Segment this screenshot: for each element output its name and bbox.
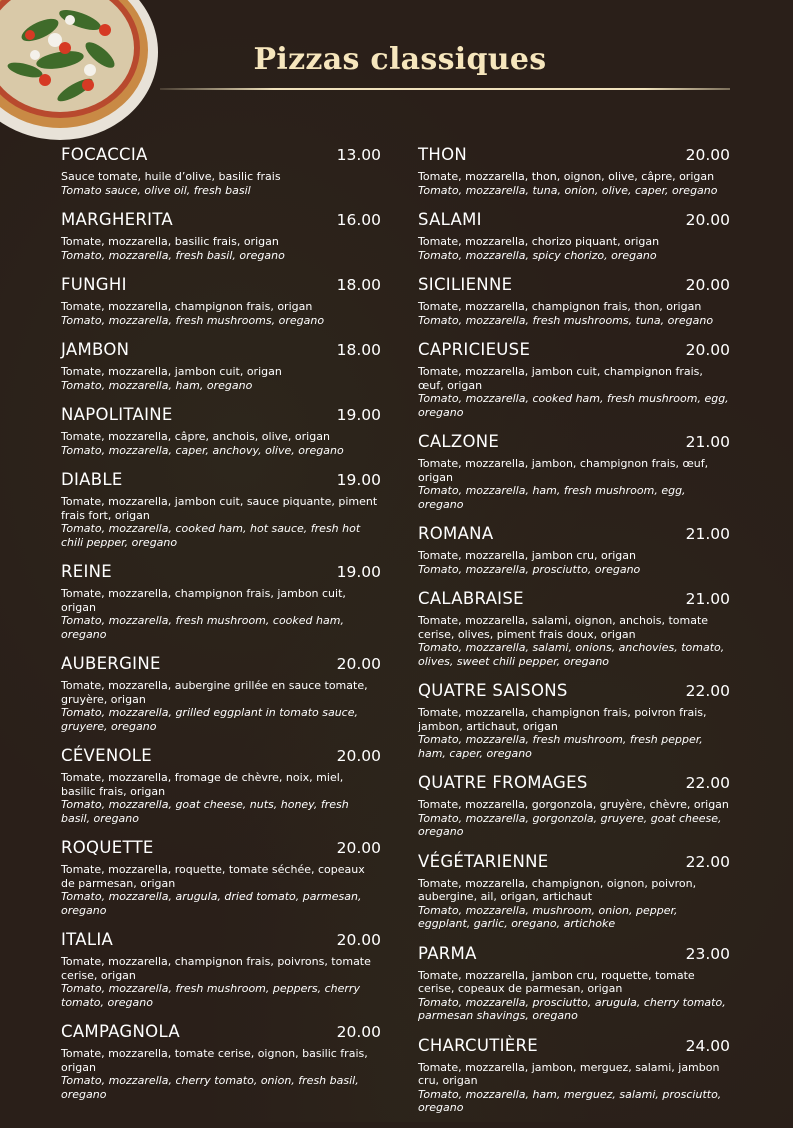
menu-item bbox=[61, 562, 381, 641]
item-description-fr: Tomate, mozzarella, jambon cru, origan bbox=[418, 549, 636, 562]
menu-item bbox=[418, 524, 730, 576]
item-price: 19.00 bbox=[336, 471, 381, 489]
item-price: 13.00 bbox=[336, 146, 381, 164]
item-description-fr: Tomate, mozzarella, jambon, champignon frais, œuf, origan bbox=[418, 457, 709, 484]
item-name: CAPRICIEUSE bbox=[418, 340, 531, 359]
item-description-fr: Tomate, mozzarella, basilic frais, origan bbox=[61, 235, 279, 248]
item-price: 24.00 bbox=[685, 1036, 730, 1055]
menu-item bbox=[418, 340, 730, 419]
item-price: 23.00 bbox=[685, 944, 730, 963]
item-description-fr: Tomate, mozzarella, champignon frais, origan bbox=[61, 300, 313, 313]
item-description-en: Tomato, mozzarella, caper, anchovy, olive, oregano bbox=[61, 443, 344, 457]
menu-item bbox=[61, 930, 381, 1009]
item-price: 20.00 bbox=[336, 931, 381, 949]
item-description-en: Tomato, mozzarella, fresh mushrooms, tuna, oregano bbox=[418, 313, 714, 327]
item-name: CÉVENOLE bbox=[61, 746, 153, 765]
item-name: QUATRE SAISONS bbox=[418, 681, 568, 700]
item-description-fr: Tomate, mozzarella, câpre, anchois, olive, origan bbox=[61, 430, 330, 443]
item-description-en: Tomato, mozzarella, tuna, onion, olive, caper, oregano bbox=[418, 183, 718, 197]
item-name: QUATRE FROMAGES bbox=[418, 773, 588, 792]
item-price: 21.00 bbox=[685, 590, 730, 608]
item-description-fr: Tomate, mozzarella, champignon frais, jambon cuit, origan bbox=[61, 587, 346, 614]
item-price: 20.00 bbox=[336, 655, 381, 673]
item-price: 20.00 bbox=[685, 341, 730, 359]
item-description-en: Tomato, mozzarella, salami, onions, anchovies, tomato, olives, sweet chili pepper, oregano bbox=[418, 641, 725, 668]
item-description-en: Tomato, mozzarella, cooked ham, fresh mushroom, egg, oregano bbox=[418, 392, 729, 419]
item-description-en: Tomato, mozzarella, grilled eggplant in tomato sauce, gruyere, oregano bbox=[61, 706, 358, 733]
item-name: SALAMI bbox=[418, 210, 482, 229]
item-name: DIABLE bbox=[61, 470, 123, 489]
item-description-en: Tomato, mozzarella, arugula, dried tomato, parmesan, oregano bbox=[61, 890, 362, 917]
item-name: JAMBON bbox=[61, 340, 130, 359]
menu-item bbox=[61, 470, 381, 549]
item-price: 19.00 bbox=[336, 563, 381, 581]
item-name: MARGHERITA bbox=[61, 210, 174, 229]
item-price: 22.00 bbox=[685, 682, 730, 700]
title-divider bbox=[160, 88, 730, 90]
item-price: 20.00 bbox=[336, 1023, 381, 1041]
item-description-fr: Tomate, mozzarella, thon, oignon, olive, câpre, origan bbox=[418, 170, 715, 183]
item-price: 21.00 bbox=[685, 433, 730, 451]
item-description-fr: Tomate, mozzarella, jambon cuit, champignon frais, œuf, origan bbox=[418, 365, 703, 392]
menu-item bbox=[61, 746, 381, 825]
menu-item bbox=[418, 275, 730, 327]
item-description-fr: Tomate, mozzarella, jambon cru, roquette, tomate cerise, copeaux de parmesan, origan bbox=[418, 968, 695, 995]
item-description-fr: Tomate, mozzarella, jambon cuit, origan bbox=[61, 365, 282, 378]
item-description-fr: Tomate, mozzarella, champignon, oignon, poivron, aubergine, ail, origan, artichaut bbox=[418, 876, 697, 903]
item-description-fr: Tomate, mozzarella, fromage de chèvre, noix, miel, basilic frais, origan bbox=[61, 771, 344, 798]
menu-column-right bbox=[418, 145, 730, 1128]
menu-item bbox=[418, 773, 730, 839]
item-price: 20.00 bbox=[336, 747, 381, 765]
item-description-en: Tomato, mozzarella, fresh basil, oregano bbox=[61, 248, 285, 262]
menu-item bbox=[418, 432, 730, 511]
item-name: VÉGÉTARIENNE bbox=[418, 851, 549, 871]
item-name: CALZONE bbox=[418, 432, 500, 451]
item-name: ROMANA bbox=[418, 524, 494, 543]
item-description-en: Tomato, mozzarella, ham, merguez, salami, prosciutto, oregano bbox=[418, 1087, 722, 1114]
item-name: SICILIENNE bbox=[418, 275, 513, 294]
menu-item bbox=[418, 1036, 730, 1115]
item-name: AUBERGINE bbox=[61, 654, 161, 673]
item-price: 20.00 bbox=[685, 146, 730, 164]
item-price: 19.00 bbox=[336, 406, 381, 424]
menu-item bbox=[418, 589, 730, 668]
item-description-en: Tomato, mozzarella, cooked ham, hot sauce, fresh hot chili pepper, oregano bbox=[61, 522, 361, 549]
item-name: THON bbox=[418, 145, 468, 164]
item-name: PARMA bbox=[418, 943, 477, 963]
item-name: REINE bbox=[61, 562, 113, 581]
page-title: Pizzas classiques bbox=[253, 42, 547, 77]
menu-item bbox=[61, 405, 381, 457]
menu-item bbox=[61, 838, 381, 917]
menu-item bbox=[418, 852, 730, 931]
item-price: 22.00 bbox=[685, 774, 730, 792]
item-description-fr: Tomate, mozzarella, salami, oignon, anchois, tomate cerise, olives, piment frais doux, origan bbox=[418, 614, 709, 641]
item-name: ROQUETTE bbox=[61, 838, 154, 857]
menu-item bbox=[61, 654, 381, 733]
item-description-fr: Tomate, mozzarella, aubergine grillée en sauce tomate, gruyère, origan bbox=[61, 679, 368, 706]
item-description-en: Tomato, mozzarella, mushroom, onion, pepper, eggplant, garlic, oregano, artichoke bbox=[418, 903, 678, 930]
menu-item bbox=[61, 275, 381, 327]
item-price: 18.00 bbox=[336, 276, 381, 294]
menu-item bbox=[418, 681, 730, 760]
menu-item bbox=[61, 145, 381, 197]
item-description-en: Tomato, mozzarella, ham, oregano bbox=[61, 378, 253, 392]
item-description-en: Tomato, mozzarella, gorgonzola, gruyere, goat cheese, oregano bbox=[418, 811, 722, 838]
item-description-fr: Tomate, mozzarella, tomate cerise, oignon, basilic frais, origan bbox=[61, 1047, 368, 1074]
item-price: 21.00 bbox=[685, 525, 730, 543]
item-description-en: Tomato, mozzarella, ham, fresh mushroom, egg, oregano bbox=[418, 484, 686, 511]
item-description-fr: Tomate, mozzarella, champignon frais, thon, origan bbox=[418, 300, 702, 313]
item-name: NAPOLITAINE bbox=[61, 405, 173, 424]
item-name: ITALIA bbox=[61, 930, 114, 949]
item-description-fr: Tomate, mozzarella, champignon frais, poivrons, tomate cerise, origan bbox=[61, 955, 371, 982]
menu-item bbox=[418, 944, 730, 1023]
item-name: CALABRAISE bbox=[418, 589, 524, 608]
item-description-en: Tomato, mozzarella, spicy chorizo, oregano bbox=[418, 248, 657, 262]
item-description-en: Tomato, mozzarella, prosciutto, oregano bbox=[418, 562, 641, 576]
item-description-fr: Tomate, mozzarella, gorgonzola, gruyère, chèvre, origan bbox=[418, 798, 729, 811]
pizza-photo bbox=[0, 0, 165, 145]
item-description-en: Tomato, mozzarella, fresh mushrooms, oregano bbox=[61, 313, 325, 327]
item-name: FUNGHI bbox=[61, 275, 127, 294]
item-description-en: Tomato sauce, olive oil, fresh basil bbox=[61, 183, 251, 197]
item-price: 22.00 bbox=[685, 852, 730, 871]
item-description-en: Tomato, mozzarella, fresh mushroom, peppers, cherry tomato, oregano bbox=[61, 982, 360, 1009]
item-description-fr: Tomate, mozzarella, roquette, tomate séchée, copeaux de parmesan, origan bbox=[61, 863, 365, 890]
item-price: 18.00 bbox=[336, 341, 381, 359]
item-description-fr: Tomate, mozzarella, chorizo piquant, origan bbox=[418, 235, 660, 248]
menu-item bbox=[61, 340, 381, 392]
menu-item bbox=[61, 1022, 381, 1101]
item-price: 16.00 bbox=[336, 211, 381, 229]
item-description-en: Tomato, mozzarella, fresh mushroom, fresh pepper, ham, caper, oregano bbox=[418, 733, 703, 760]
item-description-en: Tomato, mozzarella, fresh mushroom, cooked ham, oregano bbox=[61, 614, 344, 641]
item-name: CHARCUTIÈRE bbox=[418, 1035, 539, 1055]
item-description-fr: Sauce tomate, huile d’olive, basilic frais bbox=[61, 170, 281, 183]
item-description-en: Tomato, mozzarella, prosciutto, arugula, cherry tomato, parmesan shavings, oregano bbox=[418, 995, 726, 1022]
item-price: 20.00 bbox=[685, 276, 730, 294]
item-name: FOCACCIA bbox=[61, 145, 148, 164]
item-price: 20.00 bbox=[336, 839, 381, 857]
item-description-en: Tomato, mozzarella, cherry tomato, onion, fresh basil, oregano bbox=[61, 1074, 359, 1101]
item-description-fr: Tomate, mozzarella, champignon frais, poivron frais, jambon, artichaut, origan bbox=[418, 706, 707, 733]
item-price: 20.00 bbox=[685, 211, 730, 229]
menu-item bbox=[418, 210, 730, 262]
menu-column-left bbox=[61, 145, 381, 1114]
menu-item bbox=[61, 210, 381, 262]
menu-item bbox=[418, 145, 730, 197]
item-description-fr: Tomate, mozzarella, jambon, merguez, salami, jambon cru, origan bbox=[418, 1060, 720, 1087]
item-description-en: Tomato, mozzarella, goat cheese, nuts, honey, fresh basil, oregano bbox=[61, 798, 349, 825]
item-description-fr: Tomate, mozzarella, jambon cuit, sauce piquante, piment frais fort, origan bbox=[61, 495, 378, 522]
item-name: CAMPAGNOLA bbox=[61, 1022, 180, 1041]
